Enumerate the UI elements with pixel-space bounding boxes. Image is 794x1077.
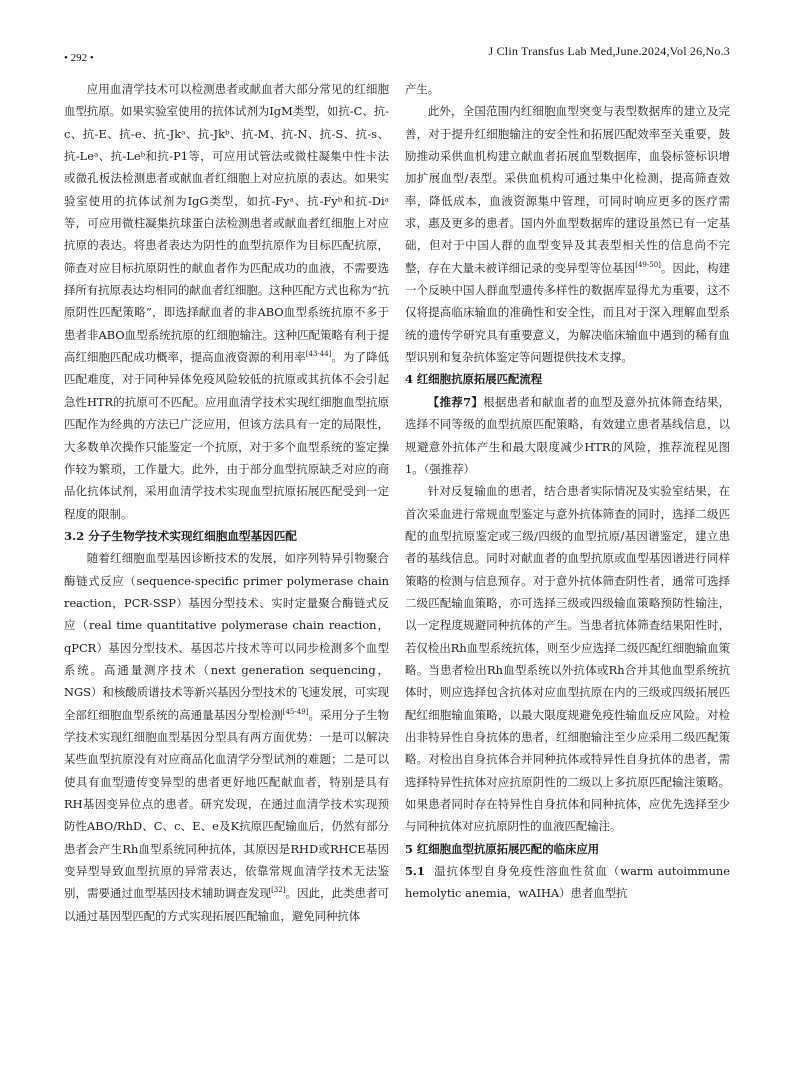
subsection-number: 5.1 [405,864,425,879]
text: 根据患者和献血者的血型及意外抗体筛查结果，选择不同等级的血型抗原匹配策略，有效建立患者基线信息，以规避意外抗体产生和最大限度减少HTR的风险，推荐流程见图1。（强推荐） [405,394,730,476]
paragraph-continuation: 产生。 [405,82,440,96]
paragraph-molecular [64,547,389,927]
text: 。采用分子生物学技术实现红细胞血型基因分型具有两方面优势：一是可以解决某些血型抗原没有对应商品化血清学分型试剂的难题；二是可以使具有血型遗传变异型的患者更好地匹配献血者，特别是具有RH基因变异位点的患者。研究发现，在通过血清学技术实现预防性ABO/RhD、C、c、E、e及K抗原匹配输血后，仍然有部分患者会产生Rh血型系统同种抗体，其原因是RHD或RHCE基因变异型导致血型抗原的异常表达，依靠常规血清学技术无法鉴别，需要通过血型基因技术辅助调查发现 [64,707,389,901]
section-heading-3-2: 3.2 分子生物学技术实现红细胞血型基因匹配 [64,528,297,543]
section-heading-4: 4 红细胞抗原拓展匹配流程 [405,372,543,387]
citation: [49-50] [635,260,661,269]
paragraph-serology [64,78,389,525]
recommendation-7 [405,391,730,480]
left-column [64,78,389,927]
citation: [45-49] [282,707,309,716]
text: 。为了降低匹配难度，对于同种异体免疫风险较低的抗原或其抗体不会引起急性HTR的抗原可不匹配。应用血清学技术实现红细胞血型抗原匹配作为经典的方法已广泛应用，但该方法具有一定的局限性，大多数单次操作只能鉴定一个抗原，对于多个血型系统的鉴定操作较为繁琐，工作量大。此外，由于部分血型抗原缺乏对应的商品化抗体试剂，采用血清学技术实现血型抗原拓展匹配受到一定程度的限制。 [64,350,389,521]
journal-header: J Clin Transfus Lab Med,June.2024,Vol 26,No.3 [488,44,730,58]
text: 温抗体型自身免疫性溶血性贫血（warm autoimmune hemolytic anemia，wAIHA）患者血型抗 [405,864,730,901]
section-heading-5: 5 红细胞血型抗原拓展匹配的临床应用 [405,841,600,856]
right-column [405,78,730,905]
text: 此外，全国范围内红细胞血型突变与表型数据库的建立及完善，对于提升红细胞输注的安全性和拓展匹配效率至关重要，鼓励推动采供血机构建立献血者拓展血型数据库，血袋标签标识增加扩展血型/表型。采供血机构可通过集中化检测，提高筛查效率，降低成本，血液资源集中管理，可同时响应更多的医疗需求，惠及更多的患者。国内外血型数据库的建设虽然已有一定基础，但对于中国人群的血型变异及其表型相关性的信息尚不完整，存在大量未被详细记录的变异型等位基因 [405,104,730,275]
text: 。因此，构建一个反映中国人群血型遗传多样性的数据库显得尤为重要，这不仅将提高临床输血的准确性和安全性，而且对于深入理解血型系统的遗传学研究具有重要意义，为解决临床输血中遇到的稀有血型识别和复杂抗体鉴定等问题提供技术支撑。 [405,260,730,365]
citation: [43-44] [305,350,332,359]
page-number: • 292 • [64,52,94,64]
paragraph-5-1 [405,860,730,905]
recommendation-label: 【推荐7】 [427,394,484,409]
text: 应用血清学技术可以检测患者或献血者大部分常见的红细胞血型抗原。如果实验室使用的抗体试剂为IgM类型，如抗-C、抗-c、抗-E、抗-e、抗-Jkᵃ、抗-Jkᵇ、抗-M、抗-N、抗-S、抗-s、抗-Leᵃ、抗-Leᵇ和抗-P1等，可应用试管法或微柱凝集中性卡法或微孔板法检测患者或献血者红细胞上对应抗原的表达。如果实验室使用的抗体试剂为IgG类型，如抗-Fyᵃ、抗-Fyᵇ和抗-Diᵃ等，可应用微柱凝集抗球蛋白法检测患者或献血者红细胞上对应抗原的表达。将患者表达为阴性的血型抗原作为目标匹配抗原，筛查对应目标抗原阴性的献血者作为匹配成功的血液，不需要选择所有抗原表达均相同的献血者红细胞。这种匹配方式也称为“抗原阴性匹配策略”，即选择献血者的非ABO血型系统抗原不多于患者非ABO血型系统抗原的红细胞输注。这种匹配策略有利于提高红细胞匹配成功概率，提高血液资源的利用率 [64,82,389,365]
citation: [32] [271,886,286,895]
paragraph-database [405,100,730,368]
paragraph-workflow: 针对反复输血的患者，结合患者实际情况及实验室结果，在首次采血进行常规血型鉴定与意外抗体筛查的同时，选择二级匹配的血型抗原鉴定或三级/四级的血型抗原/基因谱鉴定，建立患者的基线信息。同时对献血者的血型抗原或血型基因谱进行同样策略的检测与信息预存。对于意外抗体筛查阴性者，通常可选择二级匹配输血策略，亦可选择三级或四级输血策略预防性输注，以一定程度规避同种抗体的产生。当患者抗体筛查结果阳性时，若仅检出Rh血型系统抗体，则至少应选择二级匹配红细胞输血策略。当患者检出Rh血型系统以外抗体或Rh合并其他血型系统抗体时，则应选择包含抗体对应血型抗原在内的三级或四级拓展匹配红细胞输血策略，以最大限度规避免疫性输血反应风险。对检出非特异性自身抗体的患者，红细胞输注至少应采用二级匹配策略。对检出自身抗体合并同种抗体或特异性自身抗体的患者，需选择特异性抗体对应抗原阴性的二级以上多抗原匹配输注策略。如果患者同时存在特异性自身抗体和同种抗体，应优先选择至少与同种抗体对应抗原阴性的血液匹配输注。 [405,484,730,834]
text: 随着红细胞血型基因诊断技术的发展，如序列特异引物聚合酶链式反应（sequence-specific primer polymerase chain reaction，PCR-SSP）基因分型技术、实时定量聚合酶链式反应（real time quantitative polymerase chain reaction，qPCR）基因分型技术、基因芯片技术等可以同步检测多个血型系统。高通量测序技术（next generation sequencing，NGS）和核酸质谱技术等新兴基因分型技术的飞速发展，可实现全部红细胞血型系统的高通量基因分型检测 [64,551,389,722]
text: 。因此，此类患者可以通过基因型匹配的方式实现拓展匹配输血，避免同种抗体 [64,886,389,923]
